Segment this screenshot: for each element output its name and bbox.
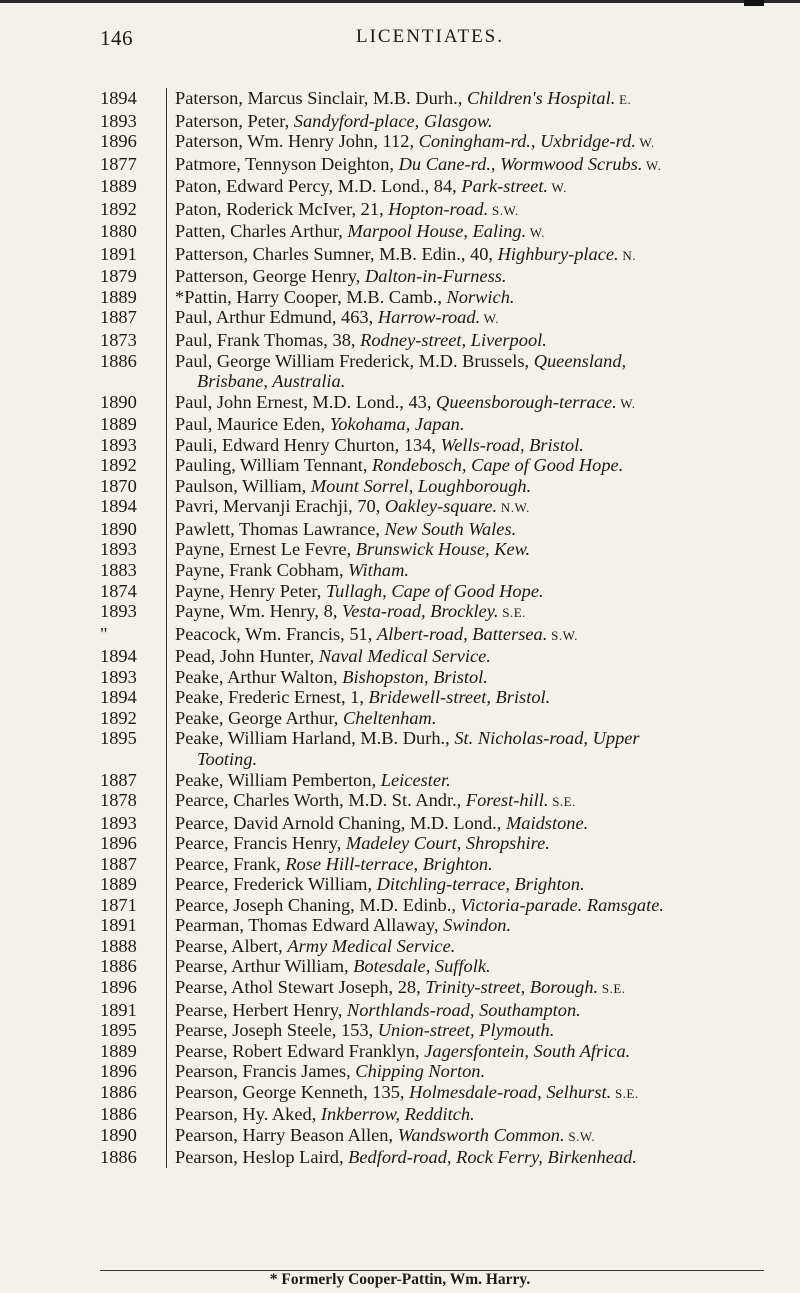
list-item bbox=[100, 915, 790, 936]
entry-text bbox=[167, 874, 790, 895]
entry-address: Witham. bbox=[348, 560, 409, 581]
entry-year: 1896 bbox=[100, 131, 167, 154]
entry-name: Paul, Frank Thomas, 38, bbox=[175, 330, 361, 351]
list-item bbox=[100, 392, 790, 415]
list-item bbox=[100, 854, 790, 875]
list-item bbox=[100, 646, 790, 667]
entry-district: W. bbox=[635, 135, 655, 151]
entry-year: 1886 bbox=[100, 351, 167, 392]
entry-address: New South Wales. bbox=[384, 518, 517, 539]
entry-text bbox=[167, 915, 790, 936]
entry-text bbox=[167, 581, 790, 602]
entry-year: 1886 bbox=[100, 1104, 167, 1125]
entry-text bbox=[167, 1061, 790, 1082]
entry-year: 1886 bbox=[100, 1082, 167, 1105]
list-item bbox=[100, 936, 790, 957]
entry-year: 1870 bbox=[100, 476, 167, 497]
entry-district: W. bbox=[526, 225, 546, 241]
entry-text bbox=[167, 221, 790, 244]
entry-year: 1887 bbox=[100, 307, 167, 330]
entry-text bbox=[167, 936, 790, 957]
entry-address: Sandyford-place, Glasgow. bbox=[293, 110, 493, 131]
entry-year: 1891 bbox=[100, 244, 167, 267]
entry-year: 1892 bbox=[100, 455, 167, 476]
entry-text bbox=[167, 601, 790, 624]
entry-name: Pearson, Hy. Aked, bbox=[175, 1104, 321, 1125]
entry-year: 1893 bbox=[100, 111, 167, 132]
entry-address: Du Cane-rd., Wormwood Scrubs. bbox=[398, 153, 643, 174]
entry-name: Pearse, Joseph Steele, 153, bbox=[175, 1020, 378, 1041]
entry-address: Swindon. bbox=[443, 915, 512, 936]
entry-district: S.E. bbox=[611, 1085, 639, 1101]
entry-name: Pauling, William Tennant, bbox=[175, 455, 373, 476]
entry-name: Payne, Frank Cobham, bbox=[175, 560, 349, 581]
entry-name: Peake, Frederic Ernest, 1, bbox=[175, 687, 369, 708]
entry-name: Peake, William Pemberton, bbox=[175, 769, 381, 790]
entry-name: Paul, John Ernest, M.D. Lond., 43, bbox=[175, 391, 437, 412]
entry-district: S.W. bbox=[488, 202, 519, 218]
entry-name: Pead, John Hunter, bbox=[175, 646, 319, 667]
entry-name: Pearson, George Kenneth, 135, bbox=[175, 1081, 410, 1102]
list-item bbox=[100, 977, 790, 1000]
entry-name: *Pattin, Harry Cooper, M.B. Camb., bbox=[175, 286, 447, 307]
entry-text bbox=[167, 414, 790, 435]
entry-text bbox=[167, 307, 790, 330]
entry-year: 1889 bbox=[100, 414, 167, 435]
entry-name: Pearce, David Arnold Chaning, M.D. Lond., bbox=[175, 812, 506, 833]
list-item bbox=[100, 770, 790, 791]
list-item bbox=[100, 895, 790, 916]
entry-name: Pauli, Edward Henry Churton, 134, bbox=[175, 434, 441, 455]
list-item bbox=[100, 519, 790, 540]
entry-address: Queensland, bbox=[533, 350, 627, 371]
entry-year: 1892 bbox=[100, 199, 167, 222]
entry-name: Peake, William Harland, M.B. Durh., bbox=[175, 728, 455, 749]
entry-address: Queensborough-terrace. bbox=[436, 391, 617, 412]
entry-address: Bridewell-street, Bristol. bbox=[368, 687, 551, 708]
entry-address: Holmesdale-road, Selhurst. bbox=[409, 1081, 612, 1102]
entry-address: Naval Medical Service. bbox=[318, 646, 491, 667]
entry-year: 1894 bbox=[100, 687, 167, 708]
entry-year: 1890 bbox=[100, 519, 167, 540]
entry-name: Peake, Arthur Walton, bbox=[175, 666, 343, 687]
entry-name: Pearse, Herbert Henry, bbox=[175, 999, 347, 1020]
entry-district: S.E. bbox=[598, 980, 626, 996]
entry-address: Forest-hill. bbox=[465, 790, 549, 811]
entry-name: Pearson, Heslop Laird, bbox=[175, 1147, 349, 1168]
entry-name: Pearson, Harry Beason Allen, bbox=[175, 1124, 398, 1145]
list-item bbox=[100, 1000, 790, 1021]
entry-address: Union-street, Plymouth. bbox=[377, 1020, 555, 1041]
entry-text bbox=[167, 496, 790, 519]
list-item bbox=[100, 708, 790, 729]
entry-year: 1886 bbox=[100, 1147, 167, 1168]
entry-address: Brunswick House, Kew. bbox=[355, 539, 531, 560]
list-item bbox=[100, 560, 790, 581]
entry-text bbox=[167, 476, 790, 497]
list-item bbox=[100, 1041, 790, 1062]
entry-year: 1879 bbox=[100, 266, 167, 287]
entry-name: Peacock, Wm. Francis, 51, bbox=[175, 623, 377, 644]
entry-text bbox=[167, 154, 790, 177]
entry-address: Leicester. bbox=[380, 769, 451, 790]
entry-address: Wandsworth Common. bbox=[397, 1124, 565, 1145]
entry-address: Mount Sorrel, Loughborough. bbox=[310, 475, 532, 496]
list-item bbox=[100, 687, 790, 708]
entry-address: Bedford-road, Rock Ferry, Birkenhead. bbox=[348, 1147, 637, 1168]
entry-year: 1889 bbox=[100, 287, 167, 308]
list-item bbox=[100, 496, 790, 519]
entry-text bbox=[167, 1104, 790, 1125]
list-item bbox=[100, 330, 790, 351]
entry-text bbox=[167, 624, 790, 647]
entry-text bbox=[167, 287, 790, 308]
list-item bbox=[100, 221, 790, 244]
entry-address: Botesdale, Suffolk. bbox=[353, 956, 491, 977]
list-item bbox=[100, 1082, 790, 1105]
entry-name: Patmore, Tennyson Deighton, bbox=[175, 153, 399, 174]
entry-year: 1895 bbox=[100, 728, 167, 769]
list-item bbox=[100, 790, 790, 813]
entry-name: Pearse, Athol Stewart Joseph, 28, bbox=[175, 976, 426, 997]
entry-name: Payne, Wm. Henry, 8, bbox=[175, 601, 343, 622]
entry-address: Children's Hospital. bbox=[466, 88, 616, 108]
list-item bbox=[100, 581, 790, 602]
entry-year: 1894 bbox=[100, 88, 167, 111]
entry-year: 1878 bbox=[100, 790, 167, 813]
entry-text bbox=[167, 687, 790, 708]
page-number: 146 bbox=[100, 26, 133, 50]
entry-address: Rodney-street, Liverpool. bbox=[360, 330, 547, 351]
page-header bbox=[100, 26, 760, 52]
entry-text bbox=[167, 88, 790, 111]
entry-text bbox=[167, 1000, 790, 1021]
list-item bbox=[100, 414, 790, 435]
entry-address: Oakley-square. bbox=[384, 496, 498, 517]
entry-address: Trinity-street, Borough. bbox=[425, 976, 599, 997]
entry-address: Jagersfontein, South Africa. bbox=[424, 1040, 631, 1061]
entry-district: W. bbox=[480, 311, 500, 327]
entry-address: Madeley Court, Shropshire. bbox=[345, 833, 550, 854]
entry-address: Rose Hill-terrace, Brighton. bbox=[285, 853, 493, 874]
entry-text bbox=[167, 266, 790, 287]
entry-name: Pearce, Francis Henry, bbox=[175, 833, 346, 854]
entry-name: Paul, George William Frederick, M.D. Brussels, bbox=[175, 350, 534, 371]
entry-text bbox=[167, 813, 790, 834]
entry-text bbox=[167, 1041, 790, 1062]
list-item bbox=[100, 476, 790, 497]
entry-name: Pearson, Francis James, bbox=[175, 1061, 356, 1082]
list-item bbox=[100, 1104, 790, 1125]
entries-list bbox=[100, 88, 790, 1168]
entry-year: 1896 bbox=[100, 833, 167, 854]
entry-text bbox=[167, 455, 790, 476]
entry-continuation: Tooting. bbox=[197, 748, 258, 769]
entry-year: 1871 bbox=[100, 895, 167, 916]
entry-address: Coningham-rd., Uxbridge-rd. bbox=[418, 131, 636, 152]
entry-text bbox=[167, 728, 790, 769]
list-item bbox=[100, 1125, 790, 1148]
entry-text bbox=[167, 1082, 790, 1105]
entry-text bbox=[167, 833, 790, 854]
entry-name: Pawlett, Thomas Lawrance, bbox=[175, 518, 385, 539]
entry-text bbox=[167, 560, 790, 581]
entry-address: Harrow-road. bbox=[377, 307, 481, 328]
entry-text bbox=[167, 392, 790, 415]
entry-year: " bbox=[100, 624, 167, 647]
list-item bbox=[100, 539, 790, 560]
entry-year: 1874 bbox=[100, 581, 167, 602]
list-item bbox=[100, 287, 790, 308]
entry-year: 1873 bbox=[100, 330, 167, 351]
entry-address: Northlands-road, Southampton. bbox=[346, 999, 581, 1020]
entry-name: Patterson, Charles Sumner, M.B. Edin., 40, bbox=[175, 243, 498, 264]
entry-text bbox=[167, 1125, 790, 1148]
list-item bbox=[100, 624, 790, 647]
list-item bbox=[100, 111, 790, 132]
entry-address: Victoria-parade. Ramsgate. bbox=[460, 894, 664, 915]
entry-text bbox=[167, 519, 790, 540]
entry-text bbox=[167, 895, 790, 916]
entry-address: Bishopston, Bristol. bbox=[342, 666, 488, 687]
entry-address: Tullagh, Cape of Good Hope. bbox=[325, 580, 544, 601]
entry-name: Paterson, Wm. Henry John, 112, bbox=[175, 131, 419, 152]
list-item bbox=[100, 1061, 790, 1082]
entry-year: 1889 bbox=[100, 874, 167, 895]
entry-year: 1887 bbox=[100, 770, 167, 791]
entry-text bbox=[167, 1147, 790, 1168]
entry-address: Hopton-road. bbox=[388, 198, 489, 219]
entry-year: 1891 bbox=[100, 1000, 167, 1021]
entry-text bbox=[167, 435, 790, 456]
entry-district: S.E. bbox=[498, 605, 526, 621]
entry-name: Patterson, George Henry, bbox=[175, 266, 365, 287]
entry-text bbox=[167, 351, 790, 392]
list-item bbox=[100, 874, 790, 895]
entry-text bbox=[167, 770, 790, 791]
entry-year: 1889 bbox=[100, 1041, 167, 1062]
entry-name: Paton, Roderick McIver, 21, bbox=[175, 198, 389, 219]
entry-address: Vesta-road, Brockley. bbox=[342, 601, 499, 622]
entry-text bbox=[167, 1020, 790, 1041]
entry-text bbox=[167, 244, 790, 267]
list-item bbox=[100, 435, 790, 456]
entry-continuation: Brisbane, Australia. bbox=[197, 371, 346, 392]
list-item bbox=[100, 813, 790, 834]
entry-address: Dalton-in-Furness. bbox=[365, 266, 507, 287]
entry-text bbox=[167, 539, 790, 560]
footnote: * Formerly Cooper-Pattin, Wm. Harry. bbox=[269, 1271, 531, 1288]
entry-district: N.W. bbox=[497, 500, 530, 516]
entry-text bbox=[167, 790, 790, 813]
entry-year: 1888 bbox=[100, 936, 167, 957]
entry-name: Peake, George Arthur, bbox=[175, 707, 343, 728]
entry-year: 1893 bbox=[100, 539, 167, 560]
entry-year: 1892 bbox=[100, 708, 167, 729]
entry-name: Pearce, Joseph Chaning, M.D. Edinb., bbox=[175, 894, 461, 915]
entry-text bbox=[167, 708, 790, 729]
entry-year: 1890 bbox=[100, 1125, 167, 1148]
entry-name: Pearce, Charles Worth, M.D. St. Andr., bbox=[175, 790, 466, 811]
list-item bbox=[100, 833, 790, 854]
list-item bbox=[100, 88, 790, 111]
entry-year: 1893 bbox=[100, 667, 167, 688]
entry-address: Ditchling-terrace, Brighton. bbox=[376, 874, 585, 895]
entry-name: Pearse, Robert Edward Franklyn, bbox=[175, 1040, 425, 1061]
entry-name: Pearse, Arthur William, bbox=[175, 956, 354, 977]
list-item bbox=[100, 131, 790, 154]
entry-name: Paulson, William, bbox=[175, 475, 311, 496]
entry-year: 1887 bbox=[100, 854, 167, 875]
entry-address: Maidstone. bbox=[505, 812, 589, 833]
entry-year: 1894 bbox=[100, 646, 167, 667]
list-item bbox=[100, 956, 790, 977]
entry-text bbox=[167, 977, 790, 1000]
list-item bbox=[100, 1020, 790, 1041]
entry-address: Highbury-place. bbox=[497, 243, 619, 264]
entry-year: 1886 bbox=[100, 956, 167, 977]
entry-name: Paul, Maurice Eden, bbox=[175, 414, 330, 435]
entry-year: 1883 bbox=[100, 560, 167, 581]
top-rule bbox=[0, 0, 800, 3]
entry-year: 1877 bbox=[100, 154, 167, 177]
entry-year: 1891 bbox=[100, 915, 167, 936]
list-item bbox=[100, 176, 790, 199]
entry-address: Chipping Norton. bbox=[355, 1061, 486, 1082]
list-item bbox=[100, 199, 790, 222]
entry-address: Army Medical Service. bbox=[287, 935, 456, 956]
entry-district: S.W. bbox=[564, 1128, 596, 1144]
entry-address: Rondebosch, Cape of Good Hope. bbox=[372, 455, 624, 476]
entry-district: E. bbox=[615, 92, 632, 107]
list-item bbox=[100, 266, 790, 287]
entry-name: Pearce, Frank, bbox=[175, 853, 286, 874]
entry-name: Pearman, Thomas Edward Allaway, bbox=[175, 915, 444, 936]
entry-text bbox=[167, 667, 790, 688]
entry-address: Inkberrow, Redditch. bbox=[320, 1104, 475, 1125]
entry-year: 1880 bbox=[100, 221, 167, 244]
list-item bbox=[100, 728, 790, 769]
entry-year: 1889 bbox=[100, 176, 167, 199]
entry-district: N. bbox=[618, 247, 637, 263]
running-title: LICENTIATES. bbox=[355, 26, 504, 47]
entry-name: Paterson, Marcus Sinclair, M.B. Durh., bbox=[175, 88, 467, 108]
entry-address: Park-street. bbox=[461, 176, 549, 197]
entry-name: Pavri, Mervanji Erachji, 70, bbox=[175, 496, 385, 517]
entry-name: Payne, Henry Peter, bbox=[175, 580, 326, 601]
entry-address: Albert-road, Battersea. bbox=[376, 623, 548, 644]
list-item bbox=[100, 244, 790, 267]
entry-year: 1893 bbox=[100, 435, 167, 456]
entry-address: St. Nicholas-road, Upper bbox=[454, 728, 640, 749]
list-item bbox=[100, 154, 790, 177]
entry-text bbox=[167, 131, 790, 154]
entry-district: W. bbox=[616, 395, 636, 411]
entry-address: Marpool House, Ealing. bbox=[347, 221, 527, 242]
entry-district: S.W. bbox=[547, 627, 578, 643]
entry-year: 1895 bbox=[100, 1020, 167, 1041]
list-item bbox=[100, 1147, 790, 1168]
entry-district: W. bbox=[642, 157, 662, 173]
list-item bbox=[100, 307, 790, 330]
entry-address: Wells-road, Bristol. bbox=[440, 434, 584, 455]
entry-name: Pearse, Albert, bbox=[175, 935, 288, 956]
entry-name: Patten, Charles Arthur, bbox=[175, 221, 348, 242]
entry-text bbox=[167, 176, 790, 199]
list-item bbox=[100, 667, 790, 688]
entry-year: 1896 bbox=[100, 1061, 167, 1082]
entry-name: Paton, Edward Percy, M.D. Lond., 84, bbox=[175, 176, 462, 197]
entry-year: 1893 bbox=[100, 813, 167, 834]
entry-year: 1896 bbox=[100, 977, 167, 1000]
list-item bbox=[100, 601, 790, 624]
entry-address: Yokohama, Japan. bbox=[329, 414, 465, 435]
entry-name: Payne, Ernest Le Fevre, bbox=[175, 539, 356, 560]
entry-text bbox=[167, 854, 790, 875]
entry-address: Cheltenham. bbox=[342, 707, 437, 728]
entry-year: 1890 bbox=[100, 392, 167, 415]
entry-name: Pearce, Frederick William, bbox=[175, 874, 377, 895]
entry-district: S.E. bbox=[548, 794, 576, 810]
entry-year: 1894 bbox=[100, 496, 167, 519]
entry-year: 1893 bbox=[100, 601, 167, 624]
entry-text bbox=[167, 956, 790, 977]
entry-text bbox=[167, 111, 790, 132]
list-item bbox=[100, 455, 790, 476]
entry-name: Paul, Arthur Edmund, 463, bbox=[175, 307, 378, 328]
top-rule-mark bbox=[744, 0, 764, 6]
entry-name: Paterson, Peter, bbox=[175, 110, 294, 131]
entry-text bbox=[167, 646, 790, 667]
entry-text bbox=[167, 330, 790, 351]
entry-address: Norwich. bbox=[446, 286, 515, 307]
entry-district: W. bbox=[548, 180, 567, 196]
list-item bbox=[100, 351, 790, 392]
entry-text bbox=[167, 199, 790, 222]
